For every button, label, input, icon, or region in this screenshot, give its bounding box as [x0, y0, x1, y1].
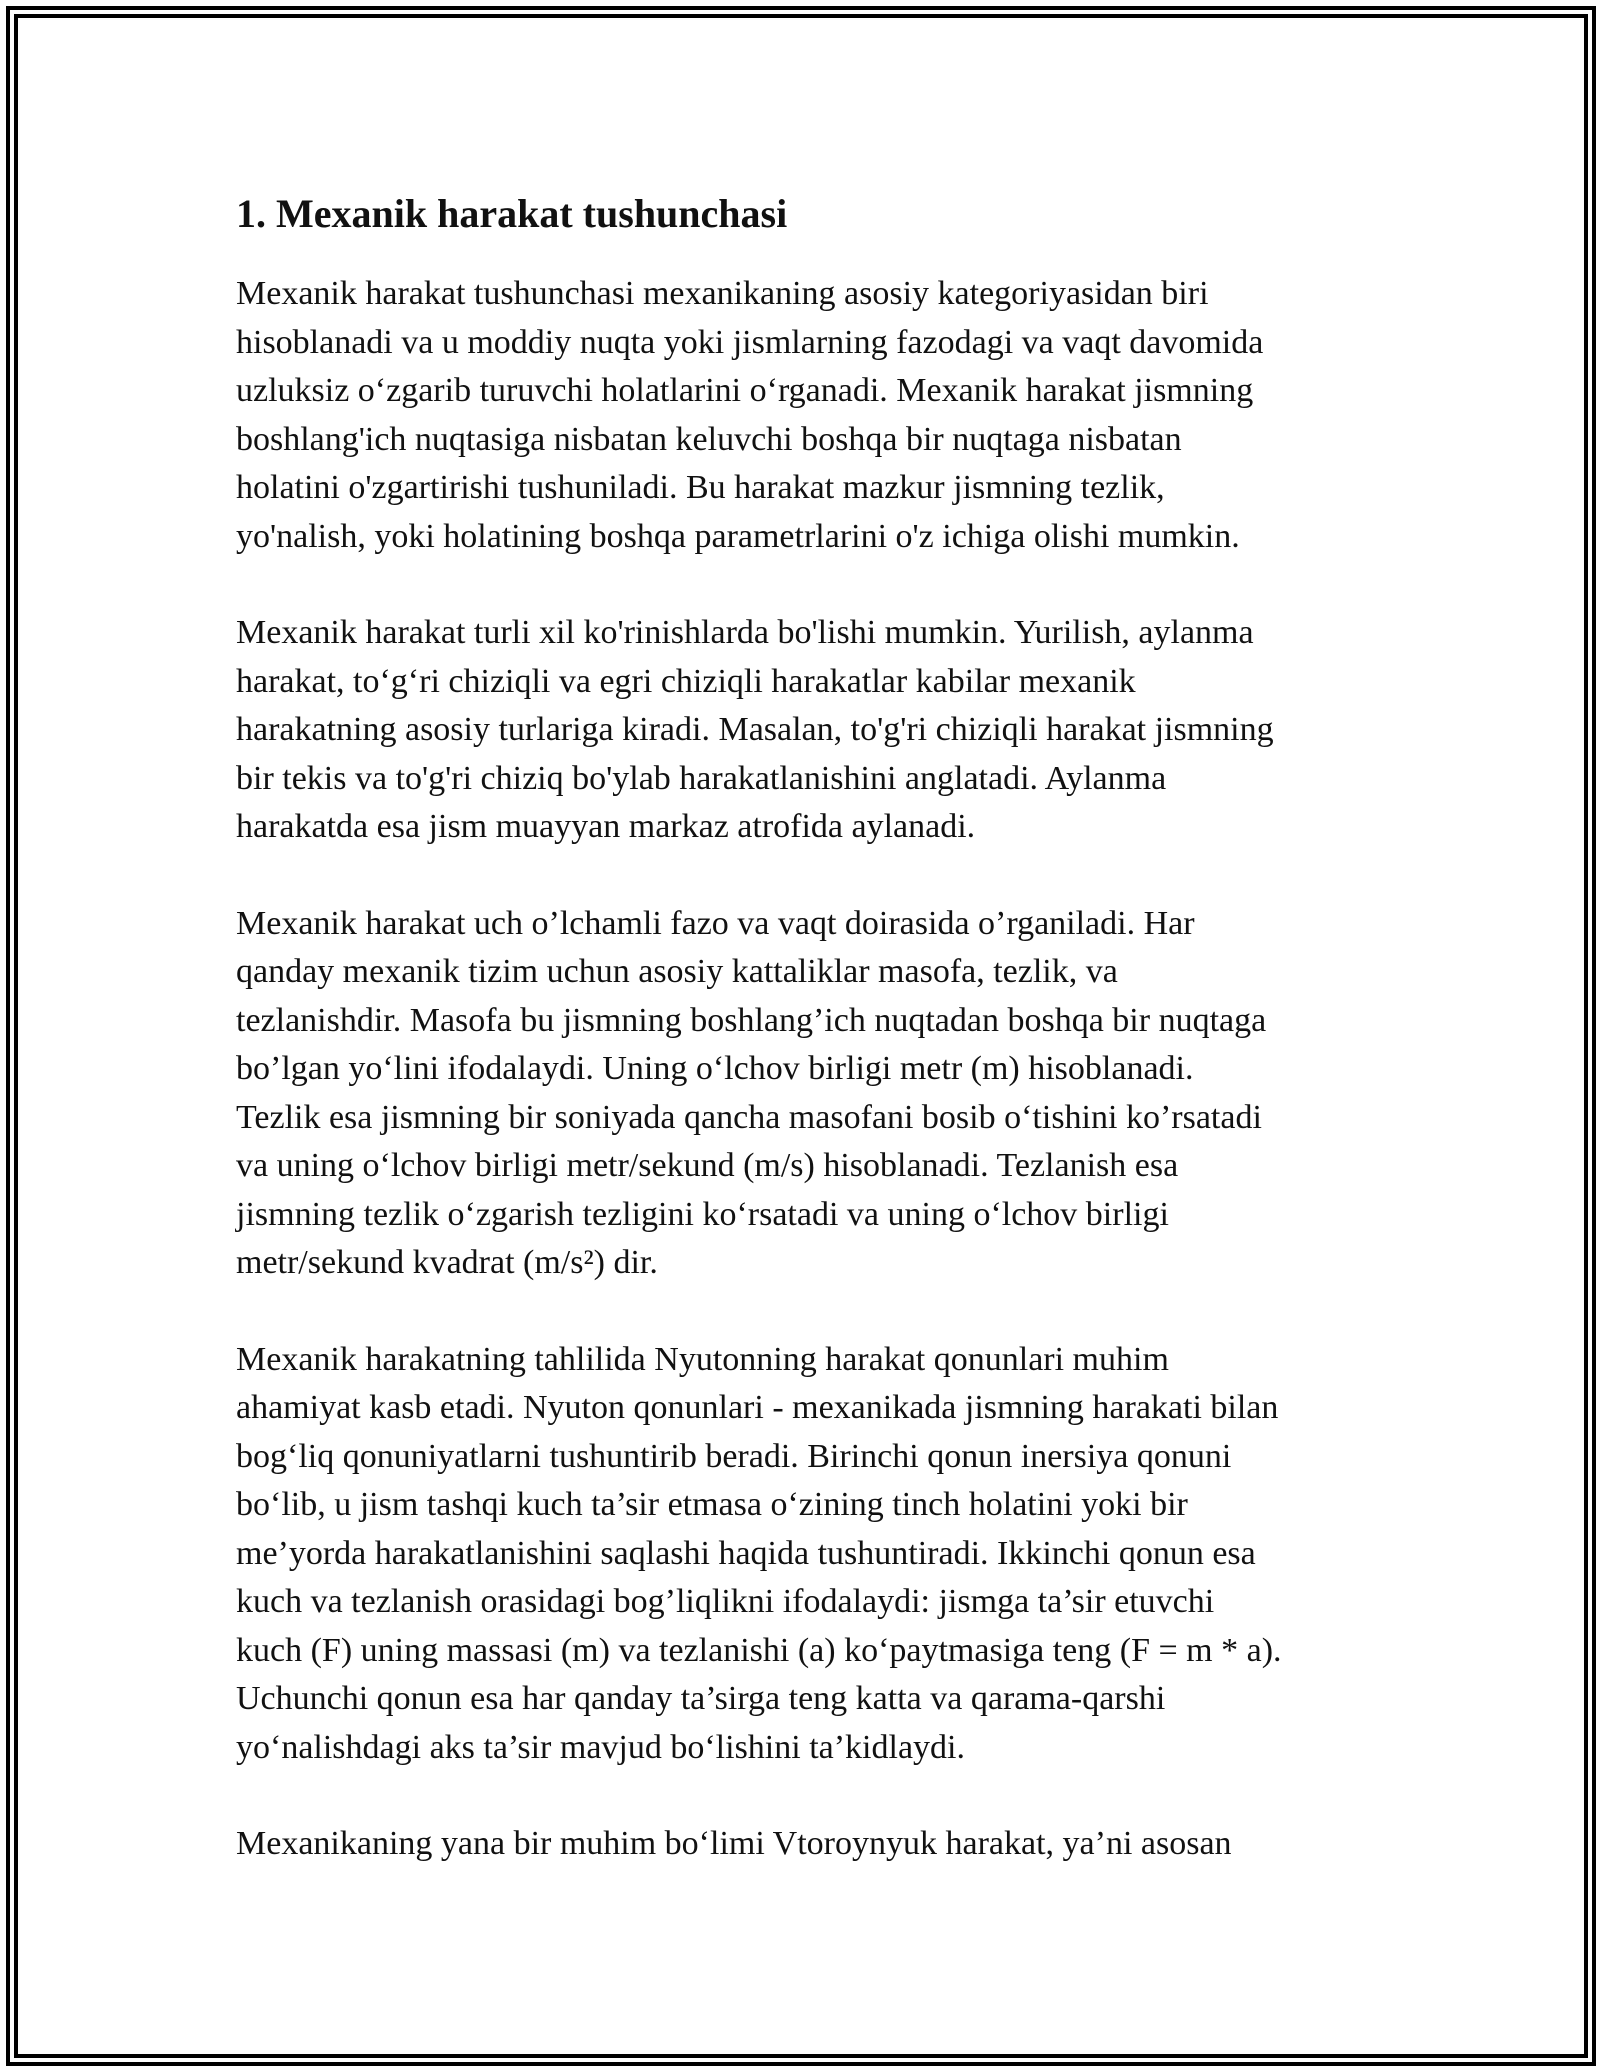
paragraph-types: Mexanik harakat turli xil ko'rinishlarda bo'lishi mumkin. Yurilish, aylanma harakat, to‘g‘ri chiziqli va egri chiziqli harakatlar kabilar mexanik harakatning asosiy turlariga kiradi. Masalan, to'g'ri chiziqli harakat jismning bir tekis va to'g'ri chiziq bo'ylab harakatlanishini anglatadi. Aylanma harakatda esa jism muayyan markaz atrofida aylanadi. [236, 614, 1274, 845]
document-body [236, 186, 1386, 1917]
section-heading: 1. Mexanik harakat tushunchasi [236, 191, 788, 236]
paragraph-intro: Mexanik harakat tushunchasi mexanikaning asosiy kategoriyasidan biri hisoblanadi va u moddiy nuqta yoki jismlarning fazodagi va vaqt davomida uzluksiz o‘zgarib turuvchi holatlarini o‘rganadi. Mexanik harakat jismning boshlang'ich nuqtasiga nisbatan keluvchi boshqa bir nuqtaga nisbatan holatini o'zgartirishi tushuniladi. Bu harakat mazkur jismning tezlik, yo'nalish, yoki holatining boshqa parametrlarini o'z ichiga olishi mumkin. [236, 275, 1264, 555]
paragraph-continuation: Mexanikaning yana bir muhim bo‘limi Vtoroynyuk harakat, ya’ni asosan [236, 1825, 1232, 1862]
paragraph-quantities: Mexanik harakat uch o’lchamli fazo va vaqt doirasida o’rganiladi. Har qanday mexanik tizim uchun asosiy kattaliklar masofa, tezlik, va tezlanishdir. Masofa bu jismning boshlang’ich nuqtadan boshqa bir nuqtaga bo’lgan yo‘lini ifodalaydi. Uning o‘lchov birligi metr (m) hisoblanadi. Tezlik esa jismning bir soniyada qancha masofani bosib o‘tishini ko’rsatadi va uning o‘lchov birligi metr/sekund (m/s) hisoblanadi. Tezlanish esa jismning tezlik o‘zgarish tezligini ko‘rsatadi va uning o‘lchov birligi metr/sekund kvadrat (m/s²) dir. [236, 904, 1267, 1281]
paragraph-newton-laws: Mexanik harakatning tahlilida Nyutonning harakat qonunlari muhim ahamiyat kasb etadi. Nyuton qonunlari - mexanikada jismning harakati bilan bog‘liq qonuniyatlarni tushuntirib beradi. Birinchi qonun inersiya qonuni bo‘lib, u jism tashqi kuch ta’sir etmasa o‘zining tinch holatini yoki bir me’yorda harakatlanishini saqlashi haqida tushuntiradi. Ikkinchi qonun esa kuch va tezlanish orasidagi bog’liqlikni ifodalaydi: jismga ta’sir etuvchi kuch (F) uning massasi (m) va tezlanishi (a) ko‘paytmasiga teng (F = m * a). Uchunchi qonun esa har qanday ta’sirga teng katta va qarama-qarshi yo‘nalishdagi aks ta’sir mavjud bo‘lishini ta’kidlaydi. [236, 1340, 1282, 1766]
